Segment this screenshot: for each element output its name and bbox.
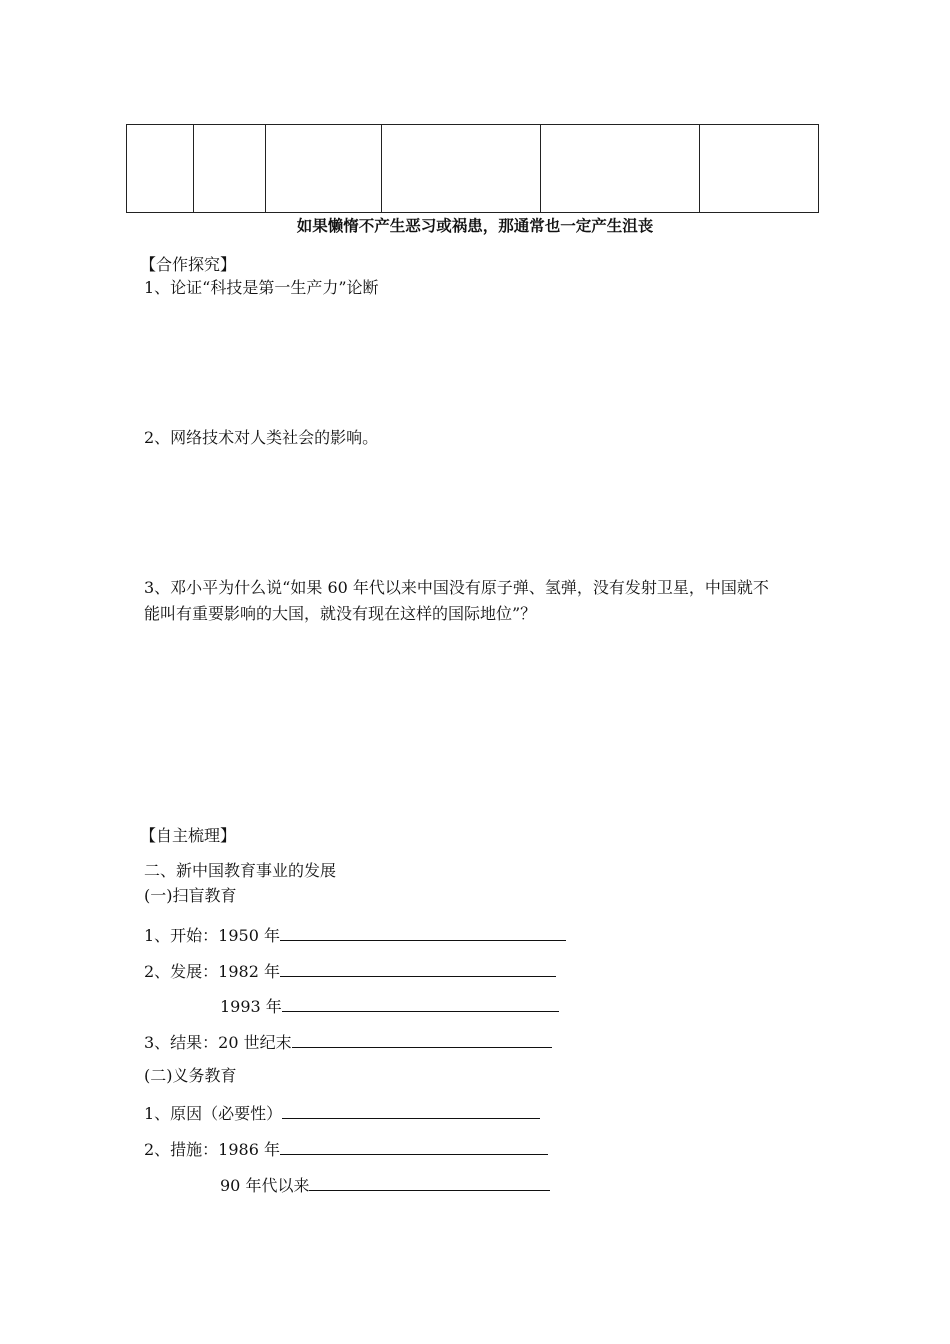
fill-item-start	[144, 924, 566, 946]
fill-item-reason	[144, 1102, 540, 1124]
part2-title: (二)义务教育	[144, 1066, 237, 1085]
table-cell[interactable]	[382, 125, 541, 213]
answer-blank[interactable]	[280, 1138, 548, 1155]
fill-item-measure-90s	[220, 1174, 550, 1196]
answer-blank[interactable]	[309, 1174, 550, 1191]
answer-blank[interactable]	[282, 995, 559, 1012]
fill-item-result	[144, 1031, 552, 1053]
table-cell[interactable]	[700, 125, 819, 213]
item-label: 3、结果：20 世纪末	[144, 1033, 292, 1052]
table-cell[interactable]	[266, 125, 382, 213]
answer-blank[interactable]	[280, 924, 566, 941]
table-cell[interactable]	[194, 125, 266, 213]
part1-title: (一)扫盲教育	[144, 886, 237, 905]
question-1: 1、论证“科技是第一生产力”论断	[144, 278, 379, 297]
table-cell[interactable]	[541, 125, 700, 213]
cooperative-heading: 【合作探究】	[140, 255, 237, 274]
question-3-line1: 3、邓小平为什么说“如果 60 年代以来中国没有原子弹、氢弹，没有发射卫星，中国就不	[144, 578, 769, 597]
answer-table	[126, 124, 819, 213]
table-cell[interactable]	[127, 125, 194, 213]
table-row	[127, 125, 819, 213]
answer-blank[interactable]	[280, 960, 556, 977]
item-label: 90 年代以来	[220, 1176, 310, 1195]
section-title: 二、新中国教育事业的发展	[144, 861, 337, 880]
question-3-line2: 能叫有重要影响的大国，就没有现在这样的国际地位”？	[144, 604, 537, 623]
answer-blank[interactable]	[282, 1102, 540, 1119]
item-label: 1、开始：1950 年	[144, 926, 280, 945]
item-label: 1993 年	[220, 997, 282, 1016]
fill-item-develop-1993	[220, 995, 559, 1017]
review-heading: 【自主梳理】	[140, 826, 237, 845]
fill-item-measure	[144, 1138, 548, 1160]
answer-blank[interactable]	[292, 1031, 552, 1048]
item-label: 2、措施：1986 年	[144, 1140, 280, 1159]
question-2: 2、网络技术对人类社会的影响。	[144, 428, 379, 447]
item-label: 2、发展：1982 年	[144, 962, 280, 981]
item-label: 1、原因（必要性）	[144, 1104, 283, 1123]
fill-item-develop	[144, 960, 556, 982]
motto: 如果懒惰不产生恶习或祸患，那通常也一定产生沮丧	[296, 217, 654, 235]
